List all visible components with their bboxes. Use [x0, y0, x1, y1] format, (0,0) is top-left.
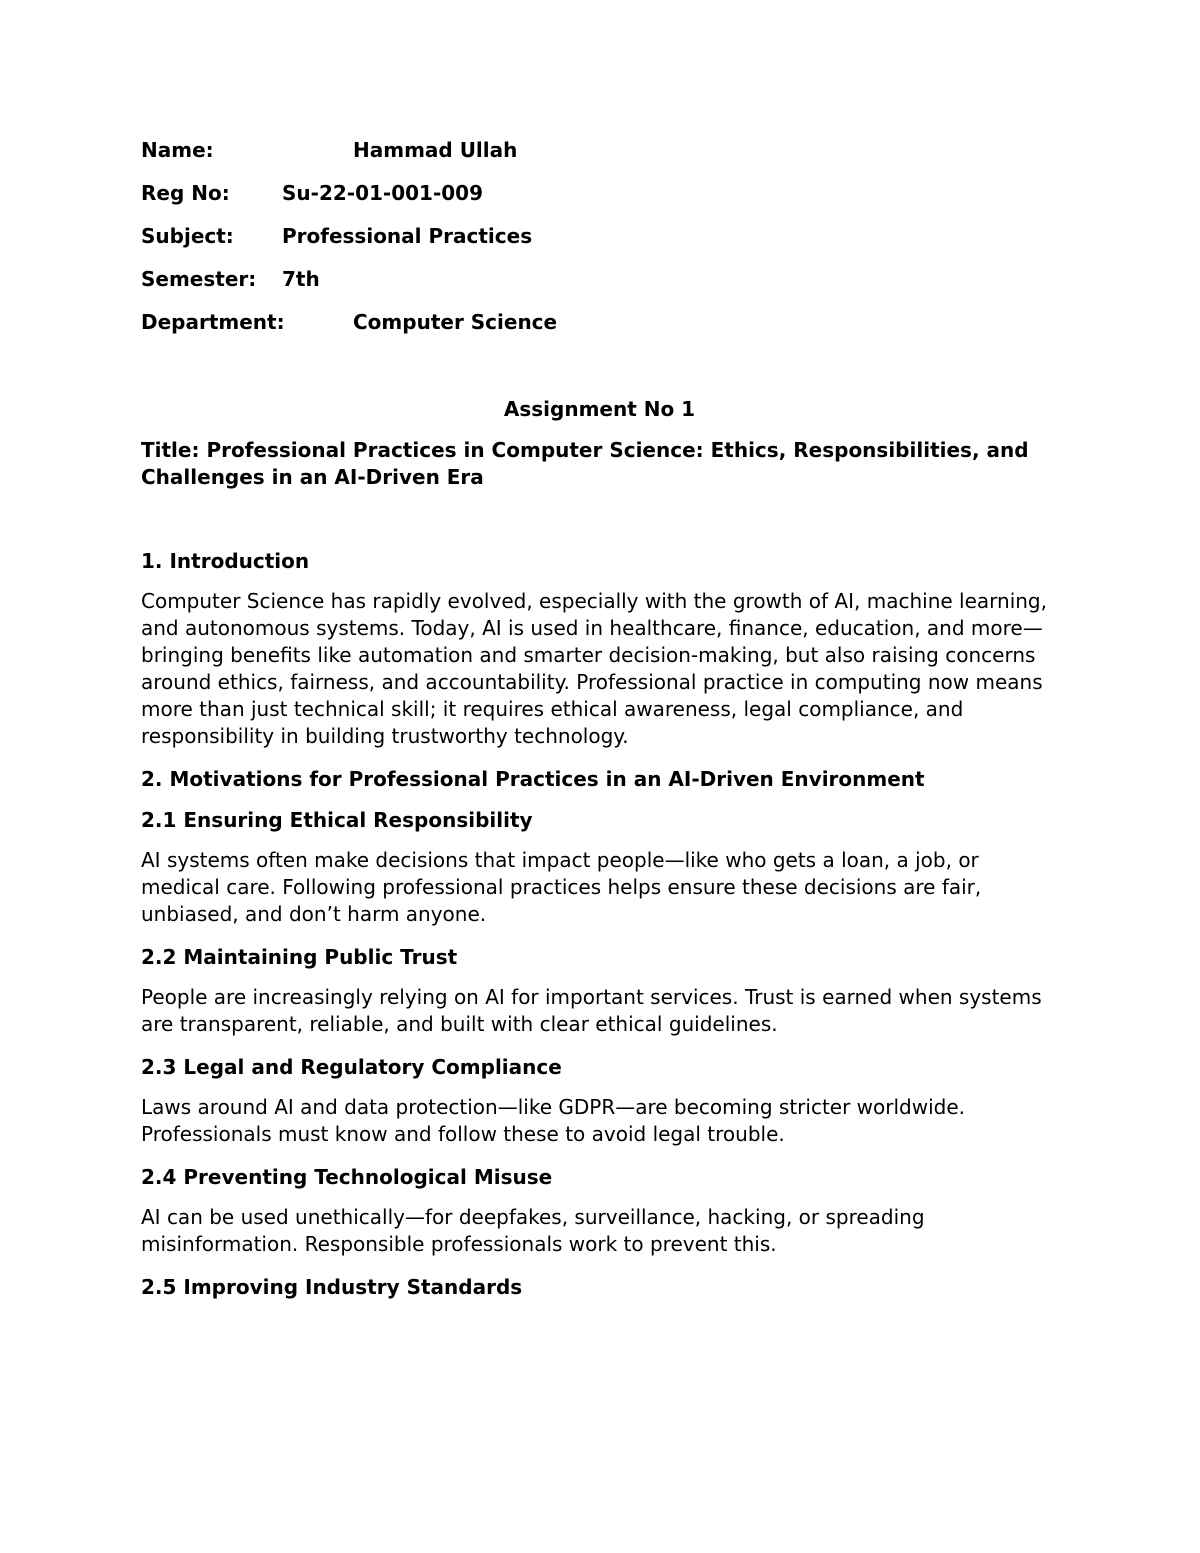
department-label: Department:: [141, 310, 285, 334]
document-title: Title: Professional Practices in Computer Science: Ethics, Responsibilities, and Challenges in an AI-Driven Era: [141, 438, 1029, 489]
paragraph-2-1: AI systems often make decisions that impact people—like who gets a loan, a job, or medical care. Following professional practices helps ensure these decisions are fair, unbiased, and don’t harm anyone.: [141, 848, 982, 926]
reg-value: Su-22-01-001-009: [282, 181, 484, 205]
subject-row: [141, 224, 1061, 267]
name-row: [141, 138, 1061, 181]
name-value: Hammad Ullah: [353, 138, 518, 162]
semester-value: 7th: [282, 267, 320, 291]
subject-label: Subject:: [141, 224, 234, 248]
paragraph-2-3: Laws around AI and data protection—like GDPR—are becoming stricter worldwide. Professionals must know and follow these to avoid legal trouble.: [141, 1095, 966, 1146]
reg-label: Reg No:: [141, 181, 230, 205]
paragraph-2-4: AI can be used unethically—for deepfakes, surveillance, hacking, or spreading misinformation. Responsible professionals work to prevent this.: [141, 1205, 925, 1256]
section-heading-introduction: 1. Introduction: [141, 549, 310, 573]
name-label: Name:: [141, 138, 214, 162]
document-page: [141, 138, 1061, 1299]
subject-value: Professional Practices: [282, 224, 533, 248]
section-heading-2-1: 2.1 Ensuring Ethical Responsibility: [141, 808, 533, 832]
section-heading-motivations: 2. Motivations for Professional Practices in an AI-Driven Environment: [141, 767, 925, 791]
section-heading-2-2: 2.2 Maintaining Public Trust: [141, 945, 458, 969]
semester-row: [141, 267, 1061, 310]
paragraph-2-2: People are increasingly relying on AI for important services. Trust is earned when systems are transparent, reliable, and built with clear ethical guidelines.: [141, 985, 1042, 1036]
section-heading-2-4: 2.4 Preventing Technological Misuse: [141, 1165, 553, 1189]
department-value: Computer Science: [353, 310, 558, 334]
semester-label: Semester:: [141, 267, 257, 291]
reg-row: [141, 181, 1061, 224]
section-heading-2-3: 2.3 Legal and Regulatory Compliance: [141, 1055, 562, 1079]
assignment-heading: Assignment No 1: [503, 397, 696, 421]
introduction-paragraph: Computer Science has rapidly evolved, especially with the growth of AI, machine learning, and autonomous systems. Today, AI is used in healthcare, finance, education, and more—bringing benefits like automation and smarter decision-making, but also raising concerns around ethics, fairness, and accountability. Professional practice in computing now means more than just technical skill; it requires ethical awareness, legal compliance, and responsibility in building trustworthy technology.: [141, 589, 1047, 748]
section-heading-2-5: 2.5 Improving Industry Standards: [141, 1275, 523, 1299]
department-row: [141, 310, 1061, 353]
